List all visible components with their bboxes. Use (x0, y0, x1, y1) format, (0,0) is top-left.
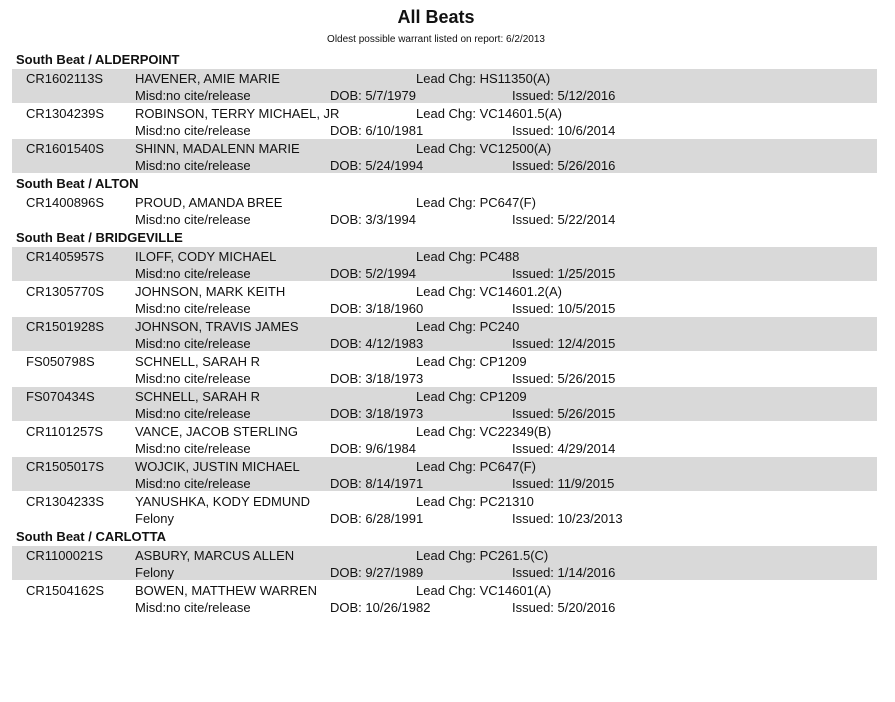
warrant-record (12, 457, 877, 492)
case-number: CR1601540S (26, 141, 105, 156)
issued-date: Issued: 12/4/2015 (512, 336, 616, 351)
case-number: CR1304239S (26, 106, 105, 121)
issued-date: Issued: 11/9/2015 (512, 476, 615, 491)
case-number: CR1504162S (26, 583, 105, 598)
lead-charge: Lead Chg: PC488 (416, 249, 520, 264)
subject-name: ROBINSON, TERRY MICHAEL, JR (135, 106, 340, 121)
case-number: CR1304233S (26, 494, 105, 509)
subject-name: ASBURY, MARCUS ALLEN (135, 548, 295, 563)
offense-class: Misd:no cite/release (135, 441, 251, 456)
lead-charge: Lead Chg: VC14601(A) (416, 583, 552, 598)
warrant-record (12, 69, 877, 104)
case-number: CR1305770S (26, 284, 105, 299)
case-number: FS070434S (26, 389, 95, 404)
date-of-birth: DOB: 3/3/1994 (330, 212, 416, 227)
subject-name: SCHNELL, SARAH R (135, 354, 260, 369)
warrant-record (12, 104, 877, 139)
date-of-birth: DOB: 5/2/1994 (330, 266, 416, 281)
case-number: CR1101257S (26, 424, 104, 439)
subject-name: JOHNSON, TRAVIS JAMES (135, 319, 299, 334)
report-body (0, 50, 895, 616)
offense-class: Misd:no cite/release (135, 158, 251, 173)
offense-class: Felony (135, 511, 175, 526)
date-of-birth: DOB: 3/18/1973 (330, 371, 424, 386)
subject-name: SCHNELL, SARAH R (135, 389, 260, 404)
issued-date: Issued: 1/14/2016 (512, 565, 616, 580)
issued-date: Issued: 10/23/2013 (512, 511, 623, 526)
case-number: CR1400896S (26, 195, 105, 210)
case-number: CR1501928S (26, 319, 105, 334)
offense-class: Misd:no cite/release (135, 212, 251, 227)
case-number: CR1505017S (26, 459, 105, 474)
offense-class: Misd:no cite/release (135, 476, 251, 491)
subject-name: JOHNSON, MARK KEITH (135, 284, 286, 299)
issued-date: Issued: 5/26/2016 (512, 158, 616, 173)
lead-charge: Lead Chg: VC22349(B) (416, 424, 552, 439)
warrant-record (12, 352, 877, 387)
issued-date: Issued: 1/25/2015 (512, 266, 616, 281)
issued-date: Issued: 5/26/2015 (512, 406, 616, 421)
issued-date: Issued: 10/6/2014 (512, 123, 616, 138)
lead-charge: Lead Chg: HS11350(A) (416, 71, 551, 86)
date-of-birth: DOB: 4/12/1983 (330, 336, 424, 351)
issued-date: Issued: 4/29/2014 (512, 441, 616, 456)
issued-date: Issued: 10/5/2015 (512, 301, 616, 316)
case-number: FS050798S (26, 354, 95, 369)
issued-date: Issued: 5/12/2016 (512, 88, 616, 103)
subject-name: PROUD, AMANDA BREE (135, 195, 283, 210)
subject-name: HAVENER, AMIE MARIE (135, 71, 280, 86)
warrant-record (12, 581, 877, 616)
subject-name: ILOFF, CODY MICHAEL (135, 249, 277, 264)
lead-charge: Lead Chg: CP1209 (416, 354, 527, 369)
date-of-birth: DOB: 9/6/1984 (330, 441, 416, 456)
warrant-record (12, 139, 877, 174)
lead-charge: Lead Chg: VC14601.2(A) (416, 284, 562, 299)
lead-charge: Lead Chg: CP1209 (416, 389, 527, 404)
offense-class: Misd:no cite/release (135, 406, 251, 421)
date-of-birth: DOB: 6/10/1981 (330, 123, 424, 138)
lead-charge: Lead Chg: PC21310 (416, 494, 534, 509)
warrant-record (12, 387, 877, 422)
offense-class: Misd:no cite/release (135, 301, 251, 316)
subject-name: YANUSHKA, KODY EDMUND (135, 494, 311, 509)
report-subtitle: Oldest possible warrant listed on report: 6/2/2013 (327, 34, 545, 45)
offense-class: Misd:no cite/release (135, 123, 251, 138)
lead-charge: Lead Chg: PC240 (416, 319, 520, 334)
date-of-birth: DOB: 9/27/1989 (330, 565, 424, 580)
warrant-record (12, 282, 877, 317)
issued-date: Issued: 5/20/2016 (512, 600, 616, 615)
issued-date: Issued: 5/26/2015 (512, 371, 616, 386)
warrant-record (12, 317, 877, 352)
beat-group-header: South Beat / CARLOTTA (16, 529, 166, 544)
date-of-birth: DOB: 5/7/1979 (330, 88, 416, 103)
date-of-birth: DOB: 6/28/1991 (330, 511, 424, 526)
case-number: CR1602113S (26, 71, 104, 86)
case-number: CR1100021S (26, 548, 104, 563)
subject-name: BOWEN, MATTHEW WARREN (135, 583, 317, 598)
lead-charge: Lead Chg: PC647(F) (416, 459, 536, 474)
warrant-record (12, 492, 877, 527)
case-number: CR1405957S (26, 249, 105, 264)
beat-group-header: South Beat / ALDERPOINT (16, 52, 180, 67)
warrant-record (12, 193, 877, 228)
warrant-record (12, 546, 877, 581)
date-of-birth: DOB: 5/24/1994 (330, 158, 424, 173)
warrant-record (12, 247, 877, 282)
date-of-birth: DOB: 10/26/1982 (330, 600, 431, 615)
beat-group-header: South Beat / BRIDGEVILLE (16, 230, 183, 245)
lead-charge: Lead Chg: PC647(F) (416, 195, 536, 210)
date-of-birth: DOB: 3/18/1973 (330, 406, 424, 421)
lead-charge: Lead Chg: PC261.5(C) (416, 548, 549, 563)
offense-class: Misd:no cite/release (135, 600, 251, 615)
offense-class: Misd:no cite/release (135, 266, 251, 281)
warrant-record (12, 422, 877, 457)
report-title: All Beats (397, 7, 475, 27)
offense-class: Felony (135, 565, 175, 580)
issued-date: Issued: 5/22/2014 (512, 212, 616, 227)
beat-group-header: South Beat / ALTON (16, 176, 139, 191)
date-of-birth: DOB: 8/14/1971 (330, 476, 424, 491)
subject-name: WOJCIK, JUSTIN MICHAEL (135, 459, 300, 474)
date-of-birth: DOB: 3/18/1960 (330, 301, 424, 316)
lead-charge: Lead Chg: VC12500(A) (416, 141, 552, 156)
lead-charge: Lead Chg: VC14601.5(A) (416, 106, 562, 121)
subject-name: SHINN, MADALENN MARIE (135, 141, 300, 156)
offense-class: Misd:no cite/release (135, 336, 251, 351)
offense-class: Misd:no cite/release (135, 371, 251, 386)
offense-class: Misd:no cite/release (135, 88, 251, 103)
subject-name: VANCE, JACOB STERLING (135, 424, 299, 439)
